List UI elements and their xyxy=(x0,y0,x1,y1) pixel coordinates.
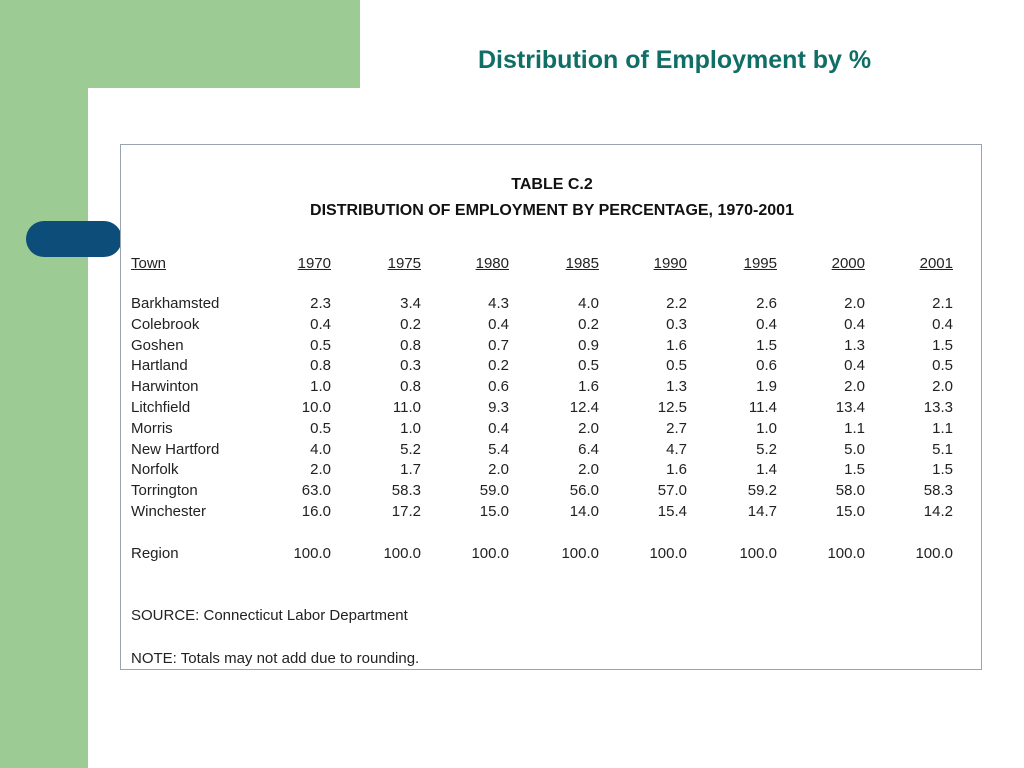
table-note: NOTE: Totals may not add due to rounding. xyxy=(131,650,420,667)
table-cell: 5.2 xyxy=(400,440,421,458)
table-cell: 1.7 xyxy=(400,461,421,479)
table-cell: 14.0 xyxy=(569,503,599,520)
table-cell: 58.3 xyxy=(923,482,953,500)
column-header-year: 1990 xyxy=(653,255,687,272)
table-cell: 0.5 xyxy=(310,419,331,437)
table-cell: 0.7 xyxy=(488,336,509,354)
table-cell: 1.3 xyxy=(844,336,865,354)
row-town-name: Morris xyxy=(131,419,173,437)
table-cell: 15.0 xyxy=(835,503,865,520)
table-cell: 0.2 xyxy=(488,357,509,375)
table-cell: 0.4 xyxy=(756,315,777,333)
table-cell: 0.6 xyxy=(756,357,777,375)
table-cell: 1.4 xyxy=(756,461,777,479)
table-cell: 0.8 xyxy=(310,357,331,375)
region-label: Region xyxy=(131,545,179,562)
table-cell: 1.3 xyxy=(666,378,687,396)
column-header-year: 1975 xyxy=(387,255,421,272)
column-header-year: 1970 xyxy=(297,255,331,272)
table-cell: 0.2 xyxy=(400,315,421,333)
row-town-name: Winchester xyxy=(131,503,207,520)
table-cell: 1.0 xyxy=(310,378,331,396)
table-cell: 2.0 xyxy=(844,295,865,312)
table-cell: 1.1 xyxy=(932,419,953,437)
table-cell: 0.2 xyxy=(578,315,599,333)
table-cell: 10.0 xyxy=(301,399,331,416)
table-cell: 9.3 xyxy=(488,399,509,416)
table-cell: 2.0 xyxy=(844,378,865,396)
table-cell: 0.8 xyxy=(400,378,421,396)
table-cell: 1.0 xyxy=(400,419,421,437)
table-cell: 13.4 xyxy=(835,399,865,416)
table-cell: 2.6 xyxy=(756,295,777,312)
region-total-cell: 100.0 xyxy=(739,545,777,562)
table-cell: 11.0 xyxy=(392,399,421,416)
table-cell: 59.2 xyxy=(747,482,777,500)
table-cell: 1.6 xyxy=(666,461,687,479)
table-cell: 2.0 xyxy=(578,419,599,437)
table-cell: 1.6 xyxy=(578,378,599,396)
table-cell: 14.2 xyxy=(923,503,953,520)
table-cell: 4.7 xyxy=(666,440,687,458)
table-cell: 11.4 xyxy=(748,399,777,416)
table-cell: 14.7 xyxy=(747,503,777,520)
region-total-cell: 100.0 xyxy=(471,545,509,562)
column-header-year: 1985 xyxy=(565,255,599,272)
region-total-cell: 100.0 xyxy=(649,545,687,562)
table-cell: 1.1 xyxy=(844,419,865,437)
table-cell: 2.2 xyxy=(666,295,687,312)
column-header-year: 2001 xyxy=(919,255,953,272)
table-cell: 6.4 xyxy=(578,440,599,458)
row-town-name: Colebrook xyxy=(131,315,200,333)
row-town-name: Harwinton xyxy=(131,378,199,396)
decorative-green-band xyxy=(0,0,88,768)
row-town-name: Norfolk xyxy=(131,461,179,479)
table-cell: 2.7 xyxy=(666,419,687,437)
table-cell: 56.0 xyxy=(569,482,599,500)
table-cell: 0.4 xyxy=(844,357,865,375)
table-cell: 2.0 xyxy=(578,461,599,479)
column-header-town: Town xyxy=(131,255,167,272)
table-cell: 0.4 xyxy=(488,419,509,437)
column-header-year: 1980 xyxy=(475,255,509,272)
row-town-name: Barkhamsted xyxy=(131,295,220,312)
table-cell: 5.2 xyxy=(756,440,777,458)
table-caption: TABLE C.2 xyxy=(511,176,593,193)
table-cell: 0.6 xyxy=(488,378,509,396)
decorative-navy-pill xyxy=(26,221,122,257)
decorative-green-top xyxy=(88,0,360,88)
region-total-cell: 100.0 xyxy=(561,545,599,562)
table-cell: 1.5 xyxy=(756,336,777,354)
table-cell: 2.0 xyxy=(932,378,953,396)
table-cell: 4.3 xyxy=(488,295,509,312)
table-cell: 13.3 xyxy=(923,399,953,416)
table-cell: 1.5 xyxy=(932,461,953,479)
region-total-cell: 100.0 xyxy=(293,545,331,562)
region-total-cell: 100.0 xyxy=(827,545,865,562)
table-cell: 58.3 xyxy=(391,482,421,500)
table-cell: 0.3 xyxy=(400,357,421,375)
region-total-cell: 100.0 xyxy=(383,545,421,562)
row-town-name: New Hartford xyxy=(131,440,220,458)
table-cell: 12.5 xyxy=(657,399,687,416)
table-cell: 1.5 xyxy=(932,336,953,354)
table-cell: 17.2 xyxy=(391,503,421,520)
table-cell: 0.4 xyxy=(310,315,331,333)
table-cell: 1.5 xyxy=(844,461,865,479)
table-cell: 2.3 xyxy=(310,295,331,312)
row-town-name: Goshen xyxy=(131,336,184,354)
table-cell: 0.5 xyxy=(310,336,331,354)
row-town-name: Hartland xyxy=(131,357,188,375)
table-cell: 16.0 xyxy=(301,503,331,520)
table-cell: 0.5 xyxy=(932,357,953,375)
table-cell: 59.0 xyxy=(479,482,509,500)
table-cell: 2.1 xyxy=(932,295,953,312)
table-cell: 5.4 xyxy=(488,440,509,458)
column-header-year: 1995 xyxy=(743,255,777,272)
table-cell: 63.0 xyxy=(301,482,331,500)
table-cell: 4.0 xyxy=(310,440,331,458)
table-cell: 0.4 xyxy=(932,315,953,333)
table-cell: 57.0 xyxy=(657,482,687,500)
table-cell: 0.8 xyxy=(400,336,421,354)
table-cell: 2.0 xyxy=(488,461,509,479)
table-cell: 15.0 xyxy=(479,503,509,520)
row-town-name: Litchfield xyxy=(131,399,191,416)
table-cell: 2.0 xyxy=(310,461,331,479)
row-town-name: Torrington xyxy=(131,482,198,500)
column-header-year: 2000 xyxy=(831,255,865,272)
table-cell: 5.1 xyxy=(932,440,953,458)
table-cell: 0.4 xyxy=(488,315,509,333)
table-cell: 58.0 xyxy=(835,482,865,500)
table-cell: 15.4 xyxy=(657,503,687,520)
table-cell: 12.4 xyxy=(569,399,599,416)
slide-title: Distribution of Employment by % xyxy=(478,46,872,74)
region-total-cell: 100.0 xyxy=(915,545,953,562)
table-cell: 4.0 xyxy=(578,295,599,312)
table-cell: 1.6 xyxy=(666,336,687,354)
table-cell: 0.4 xyxy=(844,315,865,333)
table-cell: 0.9 xyxy=(578,336,599,354)
table-cell: 1.9 xyxy=(756,378,777,396)
table-cell: 1.0 xyxy=(756,419,777,437)
table-heading: DISTRIBUTION OF EMPLOYMENT BY PERCENTAGE, 1970-2001 xyxy=(310,202,794,219)
table-cell: 0.5 xyxy=(666,357,687,375)
decorative-rounded-corner xyxy=(88,88,148,148)
table-image-frame xyxy=(120,144,982,670)
table-cell: 3.4 xyxy=(400,295,421,312)
table-source: SOURCE: Connecticut Labor Department xyxy=(131,607,408,624)
table-cell: 0.5 xyxy=(578,357,599,375)
table-cell: 0.3 xyxy=(666,315,687,333)
table-cell: 5.0 xyxy=(844,440,865,458)
